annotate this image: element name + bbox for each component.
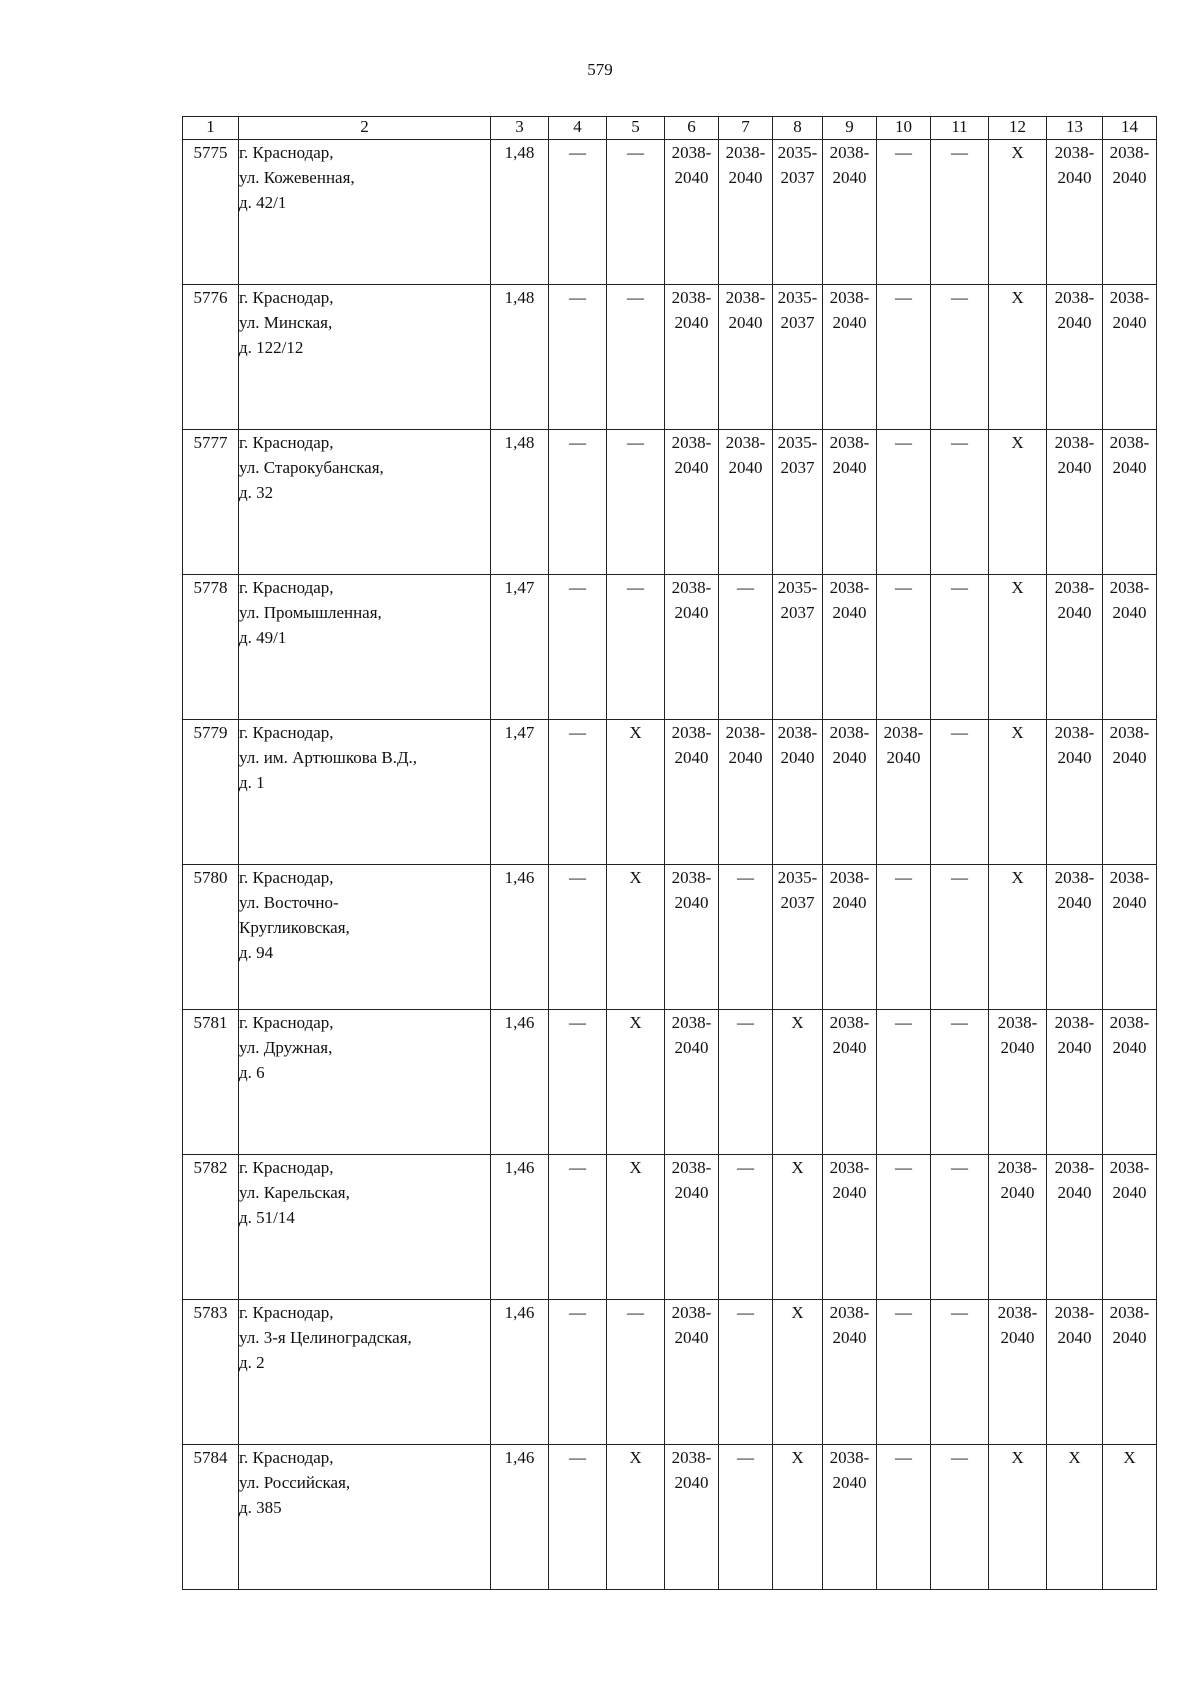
address-line: д. 42/1 <box>239 193 287 212</box>
column-header: 2 <box>239 117 491 140</box>
table-row <box>183 1010 1157 1155</box>
cell-col-4: — <box>549 720 607 865</box>
row-number: 5777 <box>183 430 239 575</box>
cell-col-11: — <box>931 575 989 720</box>
cell-col-6: 2038- 2040 <box>665 140 719 285</box>
cell-col-9: 2038- 2040 <box>823 720 877 865</box>
cell-col-4: — <box>549 140 607 285</box>
cell-col-12: Х <box>989 1445 1047 1590</box>
cell-col-14: 2038- 2040 <box>1103 285 1157 430</box>
address-line: г. Краснодар, <box>239 1448 334 1467</box>
cell-col-11: — <box>931 1445 989 1590</box>
cell-col-11: — <box>931 720 989 865</box>
cell-col-4: — <box>549 865 607 1010</box>
column-header: 10 <box>877 117 931 140</box>
cell-col-14: 2038- 2040 <box>1103 865 1157 1010</box>
cell-col-5: Х <box>607 720 665 865</box>
address-cell <box>239 575 491 720</box>
cell-col-6: 2038- 2040 <box>665 720 719 865</box>
cell-col-13: 2038- 2040 <box>1047 1300 1103 1445</box>
cell-col-14: 2038- 2040 <box>1103 1155 1157 1300</box>
cell-col-9: 2038- 2040 <box>823 285 877 430</box>
address-line: д. 2 <box>239 1353 265 1372</box>
cell-col-12: 2038- 2040 <box>989 1010 1047 1155</box>
address-cell <box>239 720 491 865</box>
cell-col-13: 2038- 2040 <box>1047 285 1103 430</box>
cell-col-4: — <box>549 575 607 720</box>
row-number: 5783 <box>183 1300 239 1445</box>
cell-col-12: Х <box>989 430 1047 575</box>
cell-col-5: — <box>607 140 665 285</box>
address-cell <box>239 1155 491 1300</box>
address-line: г. Краснодар, <box>239 1303 334 1322</box>
cell-col-13: 2038- 2040 <box>1047 720 1103 865</box>
address-cell <box>239 865 491 1010</box>
cell-col-11: — <box>931 865 989 1010</box>
cell-col-14: 2038- 2040 <box>1103 430 1157 575</box>
cell-col-4: — <box>549 1445 607 1590</box>
cell-col-9: 2038- 2040 <box>823 1300 877 1445</box>
address-line: д. 122/12 <box>239 338 304 357</box>
address-cell <box>239 1300 491 1445</box>
cell-col-5: Х <box>607 1155 665 1300</box>
cell-col-8: 2035- 2037 <box>773 865 823 1010</box>
cell-col-13: 2038- 2040 <box>1047 1155 1103 1300</box>
row-number: 5782 <box>183 1155 239 1300</box>
column-header: 13 <box>1047 117 1103 140</box>
column-header: 11 <box>931 117 989 140</box>
cell-col-7: — <box>719 1445 773 1590</box>
cell-col-11: — <box>931 140 989 285</box>
cell-col-8: Х <box>773 1300 823 1445</box>
cell-col-6: 2038- 2040 <box>665 285 719 430</box>
cell-col-7: 2038- 2040 <box>719 720 773 865</box>
cell-col-12: Х <box>989 575 1047 720</box>
cell-col-11: — <box>931 1010 989 1155</box>
column-header: 8 <box>773 117 823 140</box>
cell-col-3: 1,48 <box>491 430 549 575</box>
cell-col-6: 2038- 2040 <box>665 1300 719 1445</box>
cell-col-7: — <box>719 1155 773 1300</box>
cell-col-13: 2038- 2040 <box>1047 1010 1103 1155</box>
address-cell <box>239 140 491 285</box>
cell-col-7: — <box>719 575 773 720</box>
register-table <box>182 116 1157 1590</box>
address-line: д. 1 <box>239 773 265 792</box>
address-line: д. 385 <box>239 1498 282 1517</box>
cell-col-13: Х <box>1047 1445 1103 1590</box>
cell-col-7: 2038- 2040 <box>719 285 773 430</box>
cell-col-9: 2038- 2040 <box>823 865 877 1010</box>
address-cell <box>239 430 491 575</box>
row-number: 5776 <box>183 285 239 430</box>
address-line: ул. Минская, <box>239 313 333 332</box>
cell-col-8: 2035- 2037 <box>773 140 823 285</box>
cell-col-9: 2038- 2040 <box>823 430 877 575</box>
address-line: ул. 3-я Целиноградская, <box>239 1328 412 1347</box>
row-number: 5780 <box>183 865 239 1010</box>
address-line: г. Краснодар, <box>239 1013 334 1032</box>
cell-col-14: 2038- 2040 <box>1103 1300 1157 1445</box>
cell-col-9: 2038- 2040 <box>823 1445 877 1590</box>
cell-col-4: — <box>549 430 607 575</box>
address-line: г. Краснодар, <box>239 578 334 597</box>
cell-col-5: Х <box>607 1445 665 1590</box>
column-header: 3 <box>491 117 549 140</box>
cell-col-10: — <box>877 430 931 575</box>
cell-col-3: 1,46 <box>491 1010 549 1155</box>
cell-col-14: 2038- 2040 <box>1103 575 1157 720</box>
table-row <box>183 1155 1157 1300</box>
address-cell <box>239 1010 491 1155</box>
address-line: г. Краснодар, <box>239 868 334 887</box>
address-cell <box>239 1445 491 1590</box>
cell-col-13: 2038- 2040 <box>1047 865 1103 1010</box>
cell-col-4: — <box>549 1010 607 1155</box>
cell-col-9: 2038- 2040 <box>823 1010 877 1155</box>
cell-col-12: Х <box>989 720 1047 865</box>
cell-col-13: 2038- 2040 <box>1047 140 1103 285</box>
cell-col-10: — <box>877 575 931 720</box>
address-line: д. 51/14 <box>239 1208 295 1227</box>
address-line: ул. Карельская, <box>239 1183 350 1202</box>
cell-col-4: — <box>549 285 607 430</box>
address-line: ул. Восточно- <box>239 893 339 912</box>
cell-col-8: Х <box>773 1155 823 1300</box>
cell-col-10: — <box>877 1300 931 1445</box>
cell-col-3: 1,48 <box>491 285 549 430</box>
column-header: 5 <box>607 117 665 140</box>
cell-col-9: 2038- 2040 <box>823 140 877 285</box>
cell-col-14: 2038- 2040 <box>1103 1010 1157 1155</box>
cell-col-10: — <box>877 140 931 285</box>
header-row <box>183 117 1157 140</box>
address-line: ул. Российская, <box>239 1473 351 1492</box>
address-line: г. Краснодар, <box>239 143 334 162</box>
cell-col-8: 2038- 2040 <box>773 720 823 865</box>
address-line: ул. им. Артюшкова В.Д., <box>239 748 418 767</box>
address-cell <box>239 285 491 430</box>
address-line: г. Краснодар, <box>239 433 334 452</box>
cell-col-6: 2038- 2040 <box>665 1445 719 1590</box>
page-number: 579 <box>587 60 613 79</box>
column-header: 6 <box>665 117 719 140</box>
cell-col-5: — <box>607 575 665 720</box>
cell-col-7: — <box>719 865 773 1010</box>
cell-col-9: 2038- 2040 <box>823 1155 877 1300</box>
cell-col-12: Х <box>989 140 1047 285</box>
address-line: д. 6 <box>239 1063 265 1082</box>
cell-col-8: 2035- 2037 <box>773 575 823 720</box>
address-line: ул. Дружная, <box>239 1038 333 1057</box>
cell-col-14: 2038- 2040 <box>1103 140 1157 285</box>
row-number: 5778 <box>183 575 239 720</box>
table-row <box>183 285 1157 430</box>
address-line: ул. Старокубанская, <box>239 458 384 477</box>
cell-col-12: 2038- 2040 <box>989 1300 1047 1445</box>
column-header: 14 <box>1103 117 1157 140</box>
table-body <box>183 140 1157 1590</box>
cell-col-7: — <box>719 1010 773 1155</box>
cell-col-11: — <box>931 285 989 430</box>
address-line: г. Краснодар, <box>239 723 334 742</box>
cell-col-5: — <box>607 430 665 575</box>
cell-col-5: Х <box>607 865 665 1010</box>
cell-col-3: 1,46 <box>491 1445 549 1590</box>
cell-col-7: 2038- 2040 <box>719 140 773 285</box>
cell-col-6: 2038- 2040 <box>665 1010 719 1155</box>
row-number: 5781 <box>183 1010 239 1155</box>
cell-col-4: — <box>549 1300 607 1445</box>
row-number: 5775 <box>183 140 239 285</box>
cell-col-3: 1,47 <box>491 575 549 720</box>
address-line: д. 49/1 <box>239 628 287 647</box>
cell-col-8: 2035- 2037 <box>773 285 823 430</box>
address-line: д. 94 <box>239 943 274 962</box>
cell-col-3: 1,48 <box>491 140 549 285</box>
cell-col-12: 2038- 2040 <box>989 1155 1047 1300</box>
cell-col-10: — <box>877 865 931 1010</box>
cell-col-12: Х <box>989 865 1047 1010</box>
cell-col-5: — <box>607 285 665 430</box>
cell-col-10: — <box>877 1155 931 1300</box>
table-row <box>183 575 1157 720</box>
cell-col-8: Х <box>773 1010 823 1155</box>
cell-col-10: — <box>877 285 931 430</box>
cell-col-8: 2035- 2037 <box>773 430 823 575</box>
table-row <box>183 1300 1157 1445</box>
address-line: г. Краснодар, <box>239 288 334 307</box>
table-row <box>183 430 1157 575</box>
cell-col-6: 2038- 2040 <box>665 1155 719 1300</box>
table-row <box>183 865 1157 1010</box>
cell-col-10: — <box>877 1010 931 1155</box>
cell-col-11: — <box>931 430 989 575</box>
cell-col-7: — <box>719 1300 773 1445</box>
cell-col-12: Х <box>989 285 1047 430</box>
cell-col-3: 1,47 <box>491 720 549 865</box>
table-row <box>183 1445 1157 1590</box>
cell-col-3: 1,46 <box>491 865 549 1010</box>
cell-col-11: — <box>931 1300 989 1445</box>
address-line: Кругликовская, <box>239 918 350 937</box>
cell-col-5: — <box>607 1300 665 1445</box>
column-header: 1 <box>183 117 239 140</box>
cell-col-10: 2038- 2040 <box>877 720 931 865</box>
cell-col-3: 1,46 <box>491 1300 549 1445</box>
column-header: 4 <box>549 117 607 140</box>
cell-col-6: 2038- 2040 <box>665 865 719 1010</box>
table-row <box>183 140 1157 285</box>
column-header: 7 <box>719 117 773 140</box>
column-header: 12 <box>989 117 1047 140</box>
row-number: 5779 <box>183 720 239 865</box>
cell-col-4: — <box>549 1155 607 1300</box>
column-header: 9 <box>823 117 877 140</box>
cell-col-6: 2038- 2040 <box>665 575 719 720</box>
cell-col-9: 2038- 2040 <box>823 575 877 720</box>
cell-col-7: 2038- 2040 <box>719 430 773 575</box>
cell-col-13: 2038- 2040 <box>1047 430 1103 575</box>
cell-col-13: 2038- 2040 <box>1047 575 1103 720</box>
cell-col-5: Х <box>607 1010 665 1155</box>
cell-col-6: 2038- 2040 <box>665 430 719 575</box>
address-line: д. 32 <box>239 483 274 502</box>
cell-col-3: 1,46 <box>491 1155 549 1300</box>
cell-col-10: — <box>877 1445 931 1590</box>
cell-col-14: 2038- 2040 <box>1103 720 1157 865</box>
cell-col-8: Х <box>773 1445 823 1590</box>
address-line: ул. Кожевенная, <box>239 168 355 187</box>
address-line: г. Краснодар, <box>239 1158 334 1177</box>
row-number: 5784 <box>183 1445 239 1590</box>
address-line: ул. Промышленная, <box>239 603 382 622</box>
cell-col-14: Х <box>1103 1445 1157 1590</box>
table-row <box>183 720 1157 865</box>
cell-col-11: — <box>931 1155 989 1300</box>
